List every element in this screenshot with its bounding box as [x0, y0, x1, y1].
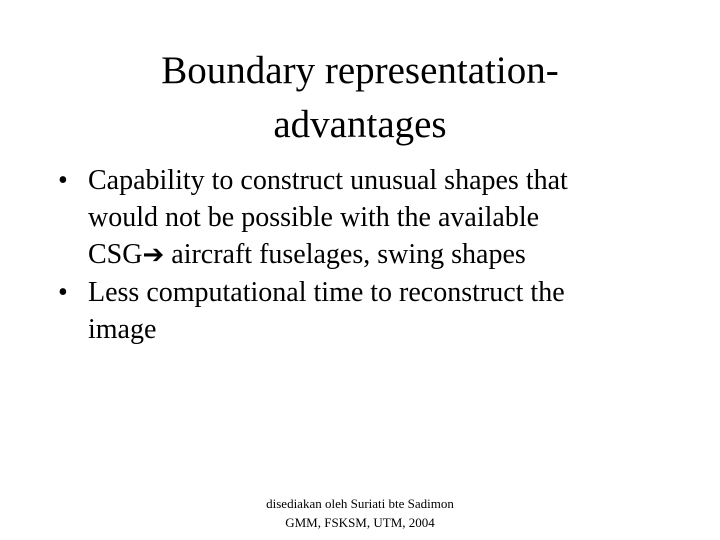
- bullet-item-computational-time: [52, 274, 692, 348]
- slide-footer: [160, 494, 560, 532]
- bullet-1-line-3-rest: aircraft fuselages, swing shapes: [164, 239, 526, 270]
- bullet-list: [52, 162, 692, 348]
- csg-text: CSG: [88, 239, 143, 270]
- footer-line-2: GMM, FSKSM, UTM, 2004: [285, 515, 435, 530]
- bullet-1-line-2: would not be possible with the available: [88, 202, 540, 233]
- bullet-icon: •: [58, 165, 68, 196]
- right-arrow-icon: ➔: [142, 240, 165, 270]
- bullet-2-line-2: image: [88, 314, 157, 345]
- bullet-1-line-1: Capability to construct unusual shapes that: [88, 165, 568, 196]
- bullet-icon: •: [58, 277, 68, 308]
- title-line-2: advantages: [273, 103, 447, 146]
- bullet-2-line-1: Less computational time to reconstruct the: [88, 277, 565, 308]
- title-line-1: Boundary representation-: [161, 49, 559, 92]
- slide-title: [60, 44, 660, 152]
- bullet-item-capability: [52, 162, 692, 274]
- bullet-1-line-3: [88, 236, 692, 274]
- footer-line-1: disediakan oleh Suriati bte Sadimon: [266, 496, 454, 511]
